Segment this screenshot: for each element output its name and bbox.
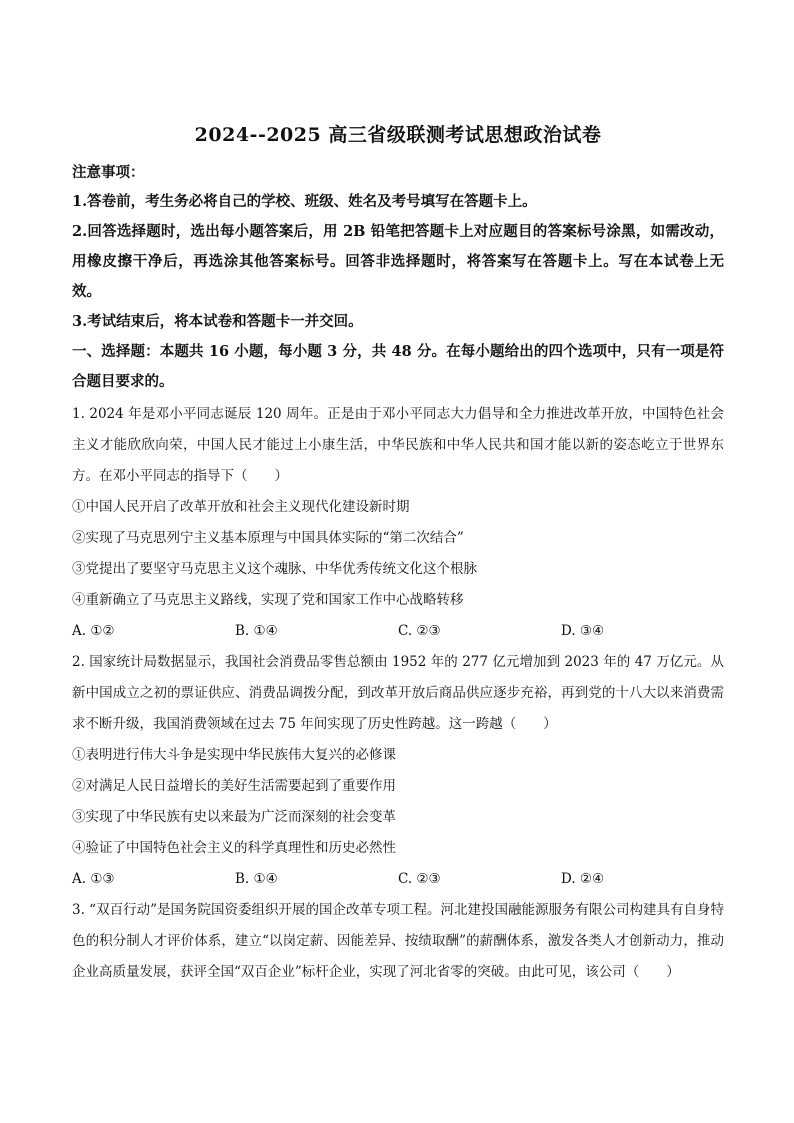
exam-page	[72, 120, 724, 988]
statement-item: ④验证了中国特色社会主义的科学真理性和历史必然性	[72, 840, 396, 856]
answer-options	[72, 864, 724, 895]
option-d: D. ③④	[561, 623, 605, 639]
statement-item: ③党提出了要坚守马克思主义这个魂脉、中华优秀传统文化这个根脉	[72, 561, 477, 577]
section-heading: 一、选择题：本题共 16 小题，每小题 3 分，共 48 分。在每小题给出的四个选项中，只有一项是符合题目要求的。	[72, 343, 724, 390]
note-item: 2.回答选择题时，选出每小题答案后，用 2B 铅笔把答题卡上对应题目的答案标号涂黑，如需改动，用橡皮擦干净后，再选涂其他答案标号。回答非选择题时，将答案写在答题卡上。写在本试卷上无效。	[72, 223, 724, 300]
question-stem: 3. “双百行动”是国务院国资委组织开展的国企改革专项工程。河北建投国融能源服务有限公司构建具有自身特色的积分制人才评价体系，建立“以岗定薪、因能差异、按绩取酬”的薪酬体系，激发各类人才创新动力，推动企业高质量发展，获评全国“双百企业”标杆企业，实现了河北省零的突破。由此可见，该公司（ ）	[72, 902, 724, 980]
statement-item: ③实现了中华民族有史以来最为广泛而深刻的社会变革	[72, 809, 396, 825]
question-3	[72, 895, 724, 988]
page-title: 2024--2025 高三省级联测考试思想政治试卷	[194, 124, 602, 146]
option-c: C. ②③	[398, 871, 441, 887]
option-c: C. ②③	[398, 623, 441, 639]
note-item: 3.考试结束后，将本试卷和答题卡一并交回。	[72, 313, 363, 330]
statement-item: ④重新确立了马克思主义路线，实现了党和国家工作中心战略转移	[72, 592, 464, 608]
statement-item: ②对满足人民日益增长的美好生活需要起到了重要作用	[72, 778, 396, 794]
statement-item: ①中国人民开启了改革开放和社会主义现代化建设新时期	[72, 499, 410, 515]
question-stem: 1. 2024 年是邓小平同志诞辰 120 周年。正是由于邓小平同志大力倡导和全力推进改革开放，中国特色社会主义才能欣欣向荣，中国人民才能过上小康生活，中华民族和中华人民共和国才能以新的姿态屹立于世界东方。在邓小平同志的指导下（ ）	[72, 406, 724, 484]
question-stem: 2. 国家统计局数据显示，我国社会消费品零售总额由 1952 年的 277 亿元增加到 2023 年的 47 万亿元。从新中国成立之初的票证供应、消费品调拨分配，到改革开放后商品供应逐步充裕，再到党的十八大以来消费需求不断升级，我国消费领域在过去 75 年间实现了历史性跨越。这一跨越（ ）	[72, 654, 724, 732]
option-b: B. ①④	[235, 871, 278, 887]
note-item: 1.答卷前，考生务必将自己的学校、班级、姓名及考号填写在答题卡上。	[72, 193, 537, 210]
answer-options	[72, 616, 724, 647]
option-b: B. ①④	[235, 623, 278, 639]
question-1	[72, 399, 724, 647]
option-a: A. ①②	[72, 623, 115, 639]
statement-item: ②实现了马克思列宁主义基本原理与中国具体实际的“第二次结合”	[72, 530, 464, 546]
statement-item: ①表明进行伟大斗争是实现中华民族伟大复兴的必修课	[72, 747, 396, 763]
option-a: A. ①③	[72, 871, 115, 887]
question-2	[72, 647, 724, 895]
notes-heading: 注意事项：	[72, 164, 145, 181]
option-d: D. ②④	[561, 871, 605, 887]
